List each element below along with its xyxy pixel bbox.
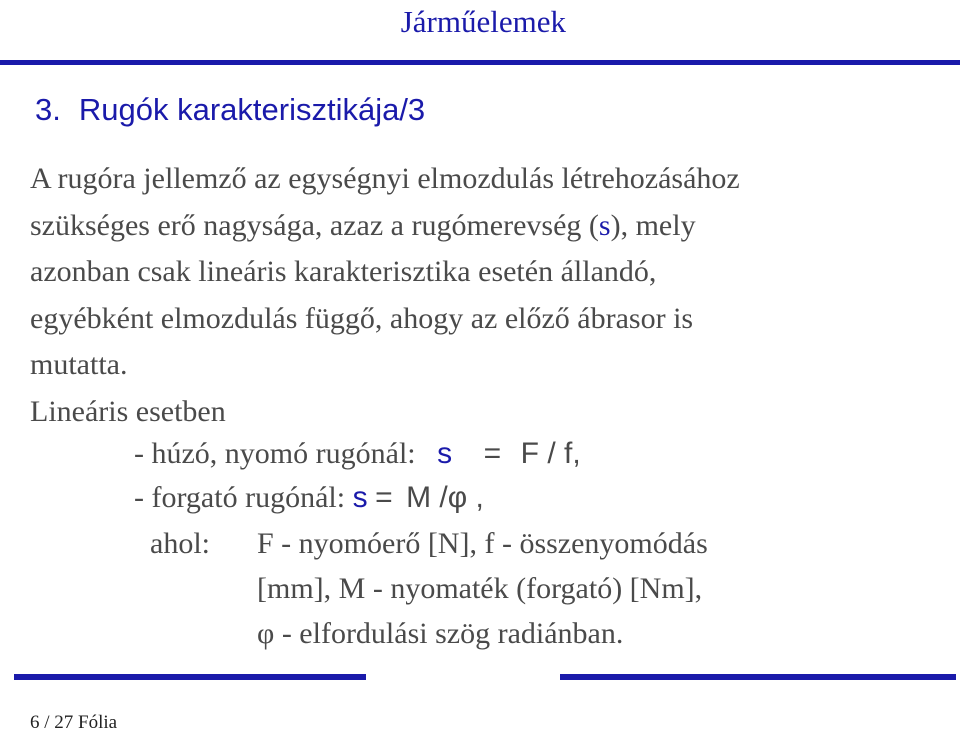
bottom-divider-left	[14, 674, 366, 680]
formula-torsion-eq: =	[375, 481, 393, 514]
top-divider	[0, 60, 960, 65]
where-line-2: [mm], M - nyomaték (forgató) [Nm],	[257, 572, 703, 605]
where-label: ahol:	[150, 527, 210, 560]
formula-pull-push-s: s	[437, 437, 453, 470]
formula-torsion-rhs: M /φ ,	[406, 481, 484, 514]
section-number: 3.	[35, 92, 61, 127]
body-line-2	[30, 203, 740, 250]
body-line-5: mutatta.	[30, 348, 128, 381]
header-title: Járműelemek	[400, 4, 566, 39]
formula-pull-push	[134, 437, 581, 471]
body-line-2-a: szükséges erő nagysága, azaz a rugómerevség (	[30, 208, 599, 242]
body-line-4: egyébként elmozdulás függő, ahogy az előző ábrasor is	[30, 301, 694, 335]
body-line-1: A rugóra jellemző az egységnyi elmozdulás létrehozásához	[30, 162, 740, 195]
section-title	[35, 92, 425, 128]
formula-pull-push-eq: =	[483, 437, 502, 470]
formula-torsion-prefix: - forgató rugónál:	[134, 481, 346, 514]
section-title-text: Rugók karakterisztikája/3	[78, 92, 426, 127]
body-line-2-b: ), mely	[610, 208, 696, 242]
body-line-3: azonban csak lineáris karakterisztika esetén állandó,	[30, 255, 657, 288]
formula-pull-push-rhs: F / f,	[520, 437, 581, 470]
formula-torsion-s: s	[352, 481, 368, 514]
where-line-3: φ - elfordulási szög radiánban.	[257, 617, 624, 650]
stiffness-symbol: s	[598, 208, 611, 242]
bottom-divider-right	[560, 674, 956, 680]
page-number: 6 / 27 Fólia	[30, 712, 118, 733]
where-line-1: F - nyomóerő [N], f - összenyomódás	[257, 527, 708, 560]
formula-pull-push-prefix: - húzó, nyomó rugónál:	[134, 437, 416, 470]
formula-torsion	[134, 481, 484, 515]
body-line-6: Lineáris esetben	[30, 394, 226, 428]
body-text	[30, 156, 740, 435]
